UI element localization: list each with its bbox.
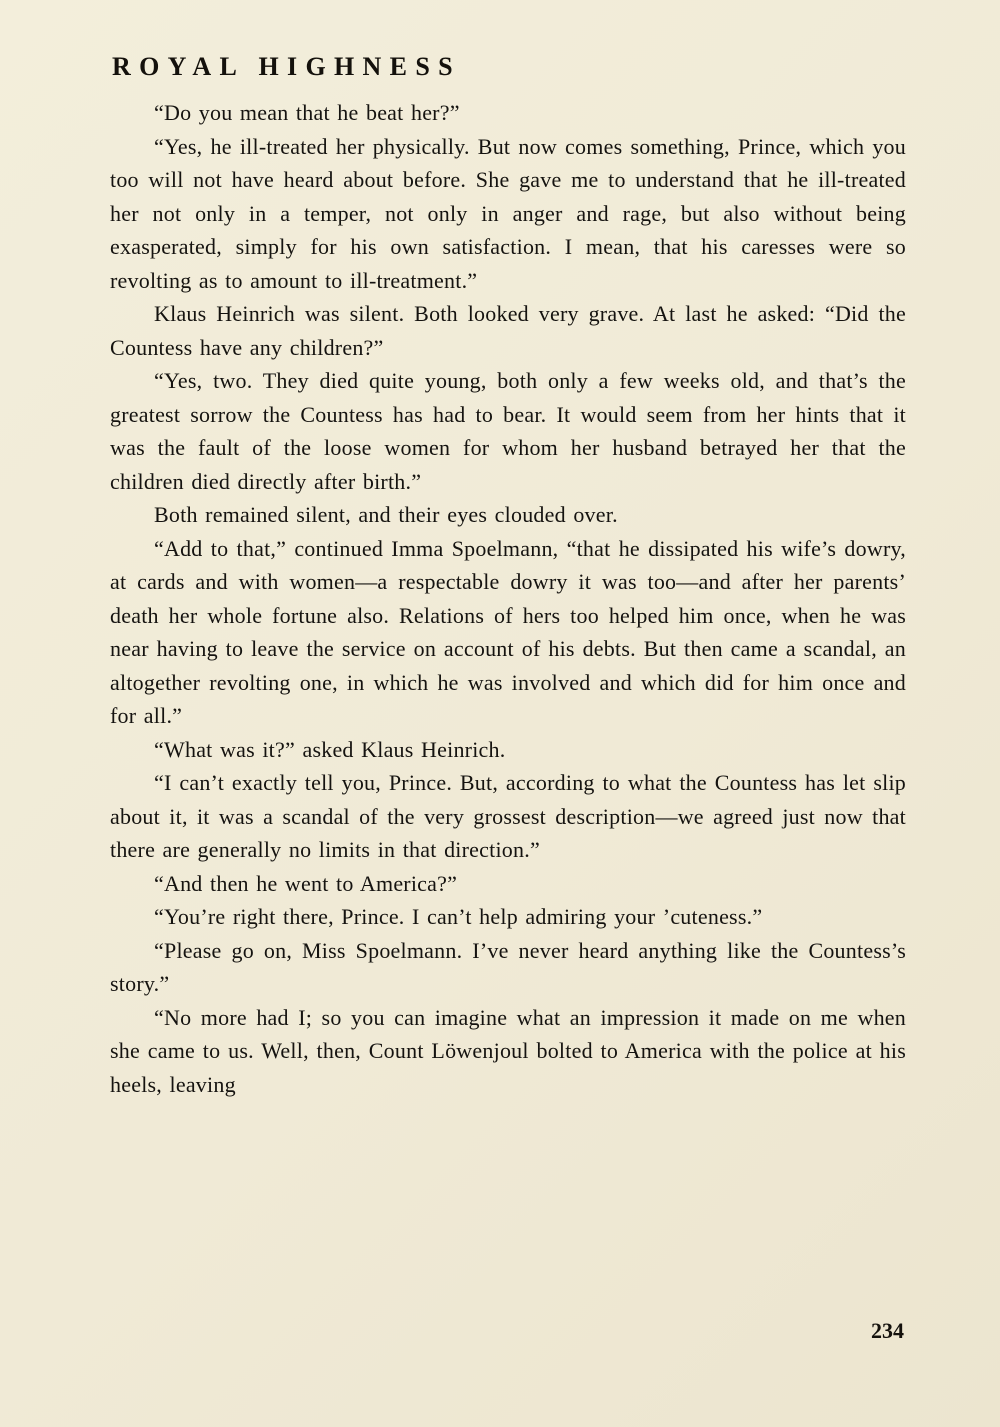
paragraph: “Do you mean that he beat her?” <box>154 100 460 125</box>
running-header: ROYAL HIGHNESS <box>112 52 461 81</box>
paragraph: Both remained silent, and their eyes clouded over. <box>154 502 618 527</box>
paragraph: “And then he went to America?” <box>154 870 458 896</box>
paragraph: “Add to that,” continued Imma Spoelmann, “that he dissipated his wife’s dowry, at cards and with women—a respectable dowry it was too—and after her parents’ death her whole fortune also. Relations of hers too helped him once, when he was near having to leave the service on account of his debts. But then came a scandal, an altogether revolting one, in which he was involved and which did for him once and for all.” <box>110 535 906 728</box>
paragraph: “Yes, two. They died quite young, both only a few weeks old, and that’s the greatest sorrow the Countess has had to bear. It would seem from her hints that it was the fault of the loose women for whom her husband betrayed her that the children died directly after birth.” <box>110 368 906 494</box>
paragraph: Klaus Heinrich was silent. Both looked very grave. At last he asked: “Did the Countess have any children?” <box>110 301 906 360</box>
paragraph: “What was it?” asked Klaus Heinrich. <box>154 736 506 762</box>
paragraph: “Yes, he ill-treated her physically. But now comes something, Prince, which you too will not have heard about before. She gave me to understand that he ill-treated her not only in a temper, not only in anger and rage, but also without being exasperated, simply for his own satisfaction. I mean, that his caresses were so revolting as to amount to ill-treatment.” <box>110 133 906 293</box>
paragraph: “I can’t exactly tell you, Prince. But, according to what the Countess has let slip about it, it was a scandal of the very grossest description—we agreed just now that there are generally no limits in that direction.” <box>110 770 906 862</box>
paragraph: “No more had I; so you can imagine what an impression it made on me when she came to us. Well, then, Count Löwenjoul bolted to America with the police at his heels, leaving <box>110 1004 906 1097</box>
paragraph: “You’re right there, Prince. I can’t help admiring your ’cuteness.” <box>154 904 763 929</box>
body-text <box>110 96 906 1101</box>
page-number: 234 <box>871 1318 904 1343</box>
paragraph: “Please go on, Miss Spoelmann. I’ve never heard anything like the Countess’s story.” <box>110 937 906 996</box>
